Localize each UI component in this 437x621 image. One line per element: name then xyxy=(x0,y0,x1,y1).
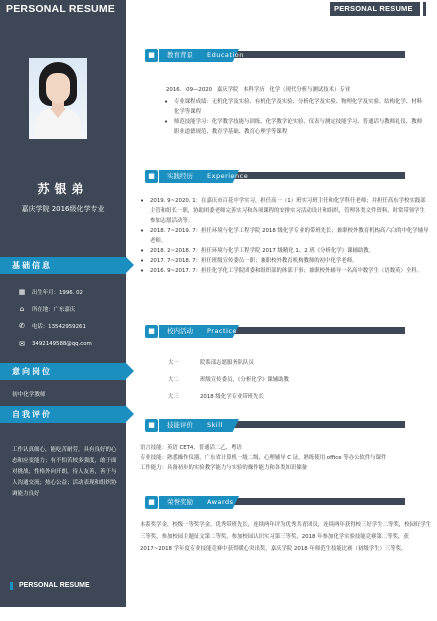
self-eval-heading: 自我评价 xyxy=(0,406,126,423)
education-icon: ■ xyxy=(145,49,158,62)
skill-heading xyxy=(145,419,405,433)
phone-row xyxy=(18,322,86,330)
birth-row xyxy=(18,288,83,296)
list-item: 大二 班级宣传委员，《分析化学》课辅助教 xyxy=(168,377,289,383)
list-item: • 2016. 9~2017. 7：担任化学化工学院团委和组织部的体部干事；兼职校外辅导一名高中数学生（语数英）全科。 xyxy=(140,266,430,276)
home-icon: ⌂ xyxy=(19,305,25,313)
awards-icon: ■ xyxy=(145,496,158,509)
mail-icon: ✉ xyxy=(19,340,25,348)
list-item: 专业技能：熟悉操作仪器，广东省计算机一级二级，心理辅导 C 证，熟练使用 office 等办公软件与课件 xyxy=(140,455,387,461)
education-list xyxy=(164,97,426,137)
brand-title: PERSONAL RESUME xyxy=(6,3,115,15)
phone-icon: ✆ xyxy=(19,322,25,330)
school-major: 嘉庆学院 2016级化学专业 xyxy=(21,205,105,213)
experience-list xyxy=(140,196,430,276)
intent-heading: 意向岗位 xyxy=(0,363,126,380)
calendar-icon: ▦ xyxy=(18,288,26,296)
education-summary: 2016. 09—2020 嘉庆学院 本科学历 化学（现代分析与测试技术）专业 xyxy=(166,87,351,93)
education-heading xyxy=(145,49,405,63)
practice-title-cn: 校内活动 xyxy=(167,327,193,335)
practice-heading xyxy=(145,325,405,339)
list-item: 大一 院系部志愿服务队队员 xyxy=(168,360,254,366)
practice-list xyxy=(168,355,428,406)
list-item: • 2017. 7~2018. 7：担任班级宣传委员一职；兼职校外教育机构教师的初中化学老师。 xyxy=(140,256,430,266)
list-item: • 2018. 7~2019. 7：担任环境与化学工程学院 2018 级化学专业的带班先长；兼职校外教育机构高六白的中化学辅导老师。 xyxy=(140,226,430,246)
experience-title-cn: 实践经历 xyxy=(167,172,193,180)
list-item: 语言技能：英语 CET4，普通话二乙，粤语 xyxy=(140,445,242,451)
location-row xyxy=(18,305,75,313)
awards-title-en: Awards xyxy=(207,498,234,506)
practice-title-en: Practice xyxy=(207,327,237,335)
top-banner: PERSONAL RESUME xyxy=(330,2,420,16)
practice-icon: ■ xyxy=(145,325,158,338)
awards-heading xyxy=(145,496,405,510)
intent-value: 初中化学教师 xyxy=(12,392,46,398)
education-title-cn: 教育背景 xyxy=(167,51,193,59)
list-item: • 2018. 2~2018. 7：担任环境与化学工程学院 2017 级精化 1、2 班《分析化学》课辅助教。 xyxy=(140,246,430,256)
skill-icon: ■ xyxy=(145,419,158,432)
list-item: • 专业课程成绩：无机化学及实验、有机化学及实验、分析化学及实验、物理化学及实验、结构化学、材料化学等课程 xyxy=(164,97,426,117)
experience-heading xyxy=(145,170,405,184)
email-text: 3492149588@qq.com xyxy=(32,341,92,347)
skill-title-en: Skill xyxy=(207,421,223,429)
phone-text: 电话：13542959261 xyxy=(32,324,86,330)
skill-title-cn: 技能评价 xyxy=(167,421,193,429)
awards-title-cn: 荣誉奖励 xyxy=(167,498,193,506)
skill-list xyxy=(140,443,432,473)
sidebar xyxy=(0,0,126,607)
email-row xyxy=(18,340,92,348)
list-item: • 2019. 9~2020. 1：在嘉庆市百花中学实习，担任高一（1）班实习班主任和化学科任老师；并担任高东学校实践部主管和组长一职，协助团委老师完善实习和各项课程的安排实习活动设计和组织，管理各类文件资料，时常带领学生参加志愿活动等。 xyxy=(140,196,430,226)
self-eval-text: 工作认真细心，能吃苦耐劳，具有良好的心态和应变能力；有不怕苦较多强度，敢于面对挑战；性格外向开朗，待人友善，善于与人沟通交流；热心公益；活动表现和组织协调能力良好 xyxy=(12,447,117,497)
list-item: • 师范技能学习：化学教学技能与训练、化学教学论实验、仪表与测定技能学习、普通话与教师礼仪、教师职业道德规范、教育学基础、教育心理学等课程 xyxy=(164,117,426,137)
experience-icon: ■ xyxy=(145,170,158,183)
footer-brand: PERSONAL RESUME xyxy=(10,582,90,590)
education-title-en: Education xyxy=(207,51,244,59)
list-item: 大三 2018 级化学专业带班先长 xyxy=(168,394,264,400)
experience-title-en: Experience xyxy=(207,172,249,180)
awards-text: 本系奖学金，校级一等奖学金，优秀带班先长，连续两年评为优秀共青团员，连续两年获得校三好学生二等奖，校园好学生三等奖，参加校园主题征文第二等奖，参加校园认识实习第三等奖，2018 年参加化学实验技能竞赛第二等奖，获 2017~2018 学年度专业技能竞赛中获得暖心突出奖，嘉庆学院 2018 年师范生技能比赛（初级学生）三等奖。 xyxy=(140,522,432,552)
birth-text: 出生年月：1996. 02 xyxy=(32,290,83,296)
page-bottom xyxy=(0,612,437,621)
location-text: 所在地：广东嘉庆 xyxy=(32,307,76,313)
basic-info-heading: 基础信息 xyxy=(0,257,126,274)
person-name: 苏银弟 xyxy=(37,182,89,196)
profile-photo xyxy=(29,58,87,139)
list-item: 工作能力：具备初步的实验教学能力与实验的操作能力和各类知识储备 xyxy=(140,465,308,471)
